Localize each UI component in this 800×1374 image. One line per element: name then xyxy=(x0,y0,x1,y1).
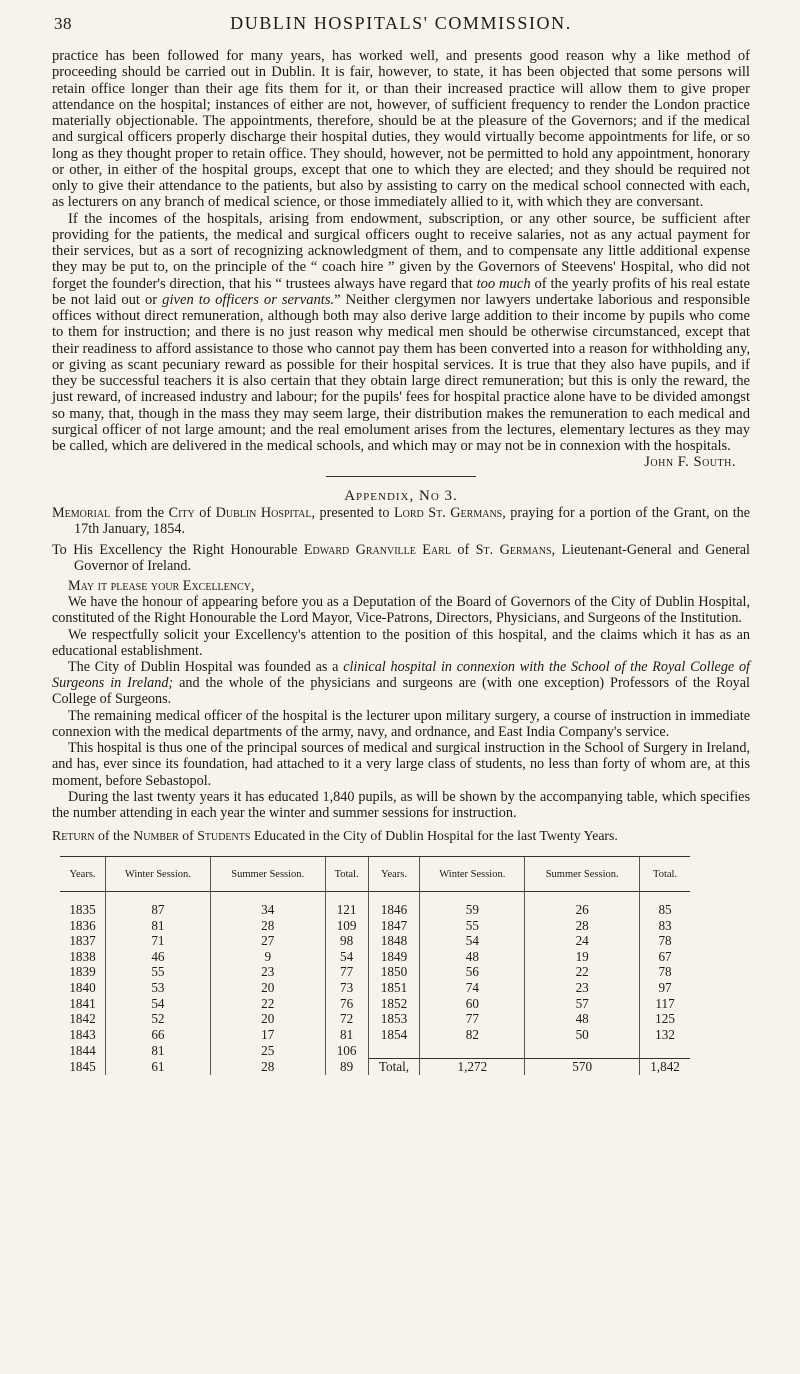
col-header: Summer Session. xyxy=(525,857,640,892)
table-cell: 1840 xyxy=(69,980,96,996)
table-cell: 27 xyxy=(210,933,325,949)
table-cell: 71 xyxy=(106,933,211,949)
table-cell: 25 xyxy=(210,1042,325,1058)
table-row xyxy=(60,980,690,996)
table-cell: 109 xyxy=(325,918,368,934)
body-text xyxy=(52,48,750,454)
table-cell: 56 xyxy=(420,964,525,980)
table-cell: 1847 xyxy=(368,918,420,934)
paragraph-2-text-a: If the incomes of the hospitals, arising from endowment, subscription, or any other source, be sufficient after providing for the patients, the medical and surgical officers ought to receive salaries, not as any actual payment for their services, but as a sort of recognizing acknowledgment of them, and to compensate any little additional expense they may be put to, on the principle of the “ coach hire ” given by the Governors of Steevens' Hospital, who did not forget the founder's direction, that his “ trustees always have regard that xyxy=(52,210,750,292)
table-cell: 1851 xyxy=(368,980,420,996)
memorial-lead: Memorial xyxy=(52,505,111,522)
table-cell: 50 xyxy=(525,1027,640,1043)
table-title xyxy=(52,828,750,844)
table-cell: 132 xyxy=(640,1027,690,1043)
memorial-text-4: , praying for a portion of the Grant, on the 17th January, 1854. xyxy=(74,505,751,538)
table-cell xyxy=(420,1042,525,1058)
table-row xyxy=(60,964,690,980)
table-cell: 1843 xyxy=(69,1026,96,1042)
table-title-c: Number xyxy=(133,828,179,844)
table-cell: 1845 xyxy=(69,1058,96,1074)
paragraph-2-text-c: ” Neither clergymen nor lawyers undertake laborious and responsible offices without direct remuneration, although both may also derive large addition to their income by pupils who come to them for instruction; and there is no just reason why medical men should be otherwise circumstanced, except that their readiness to afford assistance to those who cannot pay them has been converted into a reason for withholding any, or giving as scant pecuniary reward as possible for their hospital services. It is true that they also have pupils, and if they be successful teachers it is also certain that they obtain large direct remuneration; but this is only the reward, the just reward, of increased industry and labour; for the pupils' fees for hospital practice alone have to be divided amongst so many, that, though in the mass they may seem large, their distribution makes the remuneration to each medical and surgical officer of not large amount; and the real emolument arises from the lectures, elementary lectures as they may be called, which are delivered in the medical schools, and which may or may not be in connexion with the hospitals. xyxy=(52,291,750,454)
table-cell: 26 xyxy=(525,892,640,918)
section-paragraph-5: This hospital is thus one of the principal sources of medical and surgical instruction in the School of Surgery in Ireland, and has, ever since its foundation, had attached to it a very large class of students, no less than forty of whom are, at this moment, before Sebastopol. xyxy=(52,740,750,789)
table-cell: 54 xyxy=(420,933,525,949)
section-3-emphasis: clinical hospital in connexion with the School of the Royal College of Surgeons in Ireland; xyxy=(52,659,750,692)
table-row xyxy=(60,918,690,934)
appendix-body xyxy=(52,505,750,821)
section-paragraph-6: During the last twenty years it has educated 1,840 pupils, as will be shown by the accompanying table, which specifies the number attending in each year the winter and summer sessions for instruction. xyxy=(52,788,750,821)
table-cell: 89 xyxy=(325,1059,368,1075)
table-cell xyxy=(368,1042,420,1058)
table-cell: 98 xyxy=(325,933,368,949)
table-cell: 1842 xyxy=(69,1011,96,1027)
table-cell: 82 xyxy=(420,1027,525,1043)
memorial-title xyxy=(52,505,750,537)
table-cell: 19 xyxy=(525,949,640,965)
table-cell: 117 xyxy=(640,996,690,1012)
col-header: Total. xyxy=(640,857,690,892)
table-cell: 78 xyxy=(640,964,690,980)
table-cell: 66 xyxy=(106,1027,211,1043)
table-cell: 74 xyxy=(420,980,525,996)
table-title-a: Return xyxy=(52,828,95,844)
table-cell: 28 xyxy=(525,918,640,934)
table-cell: 1846 xyxy=(368,892,420,918)
table-cell: 570 xyxy=(525,1059,640,1075)
page-number: 38 xyxy=(54,14,72,33)
table-cell: 125 xyxy=(640,1011,690,1027)
table-cell: 46 xyxy=(106,949,211,965)
section-3-text-a: The City of Dublin Hospital was founded as a xyxy=(68,659,339,676)
table-cell: 1850 xyxy=(368,964,420,980)
address-name: Edward Granville Earl xyxy=(303,541,451,558)
table-cell: 67 xyxy=(640,949,690,965)
table-cell: 57 xyxy=(525,996,640,1012)
table-cell: 55 xyxy=(420,918,525,934)
table-cell: 1844 xyxy=(69,1042,96,1058)
table-cell: 28 xyxy=(210,1059,325,1075)
col-header: Years. xyxy=(368,857,420,892)
table-cell: 1839 xyxy=(69,964,96,980)
table-cell: 1,842 xyxy=(640,1059,690,1075)
table-cell: 76 xyxy=(325,996,368,1012)
table-cell: 72 xyxy=(325,1011,368,1027)
table-cell: 22 xyxy=(525,964,640,980)
table-cell: 23 xyxy=(525,980,640,996)
table-cell: 81 xyxy=(106,918,211,934)
table-title-f: Educated in the City of Dublin Hospital for the last Twenty Years. xyxy=(253,828,618,844)
table-row xyxy=(60,1059,690,1075)
salutation: May it please your Excellency, xyxy=(68,578,255,595)
signature: John F. South. xyxy=(644,454,736,471)
table-cell: 24 xyxy=(525,933,640,949)
table-cell: 1852 xyxy=(368,996,420,1012)
memorial-text: from the xyxy=(114,505,165,522)
table-cell: 1848 xyxy=(368,933,420,949)
section-paragraph-4: The remaining medical officer of the hospital is the lecturer upon military surgery, a course of instruction in immediate connexion with the medical departments of the army, navy, and ordnance, and East India Company's service. xyxy=(52,707,750,740)
memorial-city: City xyxy=(168,505,195,522)
table-row xyxy=(60,996,690,1012)
memorial-text-3: , presented to xyxy=(311,505,390,522)
table-cell: 83 xyxy=(640,918,690,934)
paragraph-2-text-b: of the yearly profits of his real estate be not laid out or xyxy=(52,275,750,308)
table-cell: 73 xyxy=(325,980,368,996)
table-cell: 1841 xyxy=(69,995,96,1011)
table-cell: 81 xyxy=(106,1042,211,1058)
table-cell: 1837 xyxy=(69,933,96,949)
col-header: Summer Session. xyxy=(210,857,325,892)
table-body xyxy=(60,892,690,1075)
table-cell: 23 xyxy=(210,964,325,980)
table-row xyxy=(60,892,690,918)
col-header: Winter Session. xyxy=(420,857,525,892)
col-header: Total. xyxy=(325,857,368,892)
table-title-b: of the xyxy=(98,828,130,844)
table-cell: 121 xyxy=(325,892,368,918)
table-header-row xyxy=(60,857,690,892)
table-cell: 60 xyxy=(420,996,525,1012)
address-text-b: of xyxy=(457,541,470,558)
section-paragraph-3 xyxy=(52,659,750,708)
memorial-dublin: Dublin Hospital xyxy=(215,505,312,522)
divider xyxy=(326,476,476,477)
section-paragraph-1: We have the honour of appearing before you as a Deputation of the Board of Governors of the City of Dublin Hospital, constituted of the Right Honourable the Lord Mayor, Vice-Patrons, Directors, Physicians, and Surgeons of the Institution. xyxy=(52,594,750,627)
table-cell: 97 xyxy=(640,980,690,996)
address-name-2: St. Germans xyxy=(475,541,552,558)
section-paragraph-2: We respectfully solicit your Excellency's attention to the position of this hospital, and the claims which it has as an educational establishment. xyxy=(52,626,750,659)
table-row xyxy=(60,1042,690,1058)
table-cell: 48 xyxy=(525,1011,640,1027)
page-header xyxy=(52,8,750,48)
table-cell: 34 xyxy=(210,892,325,918)
table-cell: 22 xyxy=(210,996,325,1012)
memorial-text-2: of xyxy=(199,505,212,522)
table-cell: 20 xyxy=(210,1011,325,1027)
table-row xyxy=(60,1011,690,1027)
table-cell: 48 xyxy=(420,949,525,965)
paragraph-2 xyxy=(52,211,750,455)
table-cell: 77 xyxy=(420,1011,525,1027)
table-cell: 1836 xyxy=(69,917,96,933)
memorial-lord: Lord St. Germans xyxy=(393,505,503,522)
table-cell: 81 xyxy=(325,1027,368,1043)
table-cell: 55 xyxy=(106,964,211,980)
paragraph-1: practice has been followed for many years, has worked well, and presents good reason why a like method of proceeding should be carried out in Dublin. It is fair, however, to state, it has been objected that some persons will retain office longer than their age fits them for it, or than their increased practice will allow them to give proper attendance on the hospital; instances of either are not, however, of sufficient frequency to render the London practice materially objectionable. The appointments, therefore, should be at the pleasure of the Governors; and if the medical and surgical officers properly discharge their hospital duties, they would virtually become appointments for life, or so long as they thought proper to retain office. They should, however, not be permitted to hold any appointment, honorary or other, in either of the hospital groups, except that one to which they are elected; and they should be required not only to give their attendance to the patients, but also by assisting to carry on the medical school connected with each, as lecturers on any branch of medical science, or those immediately allied to it, with which they are conversant. xyxy=(52,48,750,211)
table-cell: 1849 xyxy=(368,949,420,965)
address xyxy=(52,542,750,574)
table-title-d: of xyxy=(182,828,194,844)
address-text-c: , Lieutenant-General and General Governor of Ireland. xyxy=(74,541,750,574)
table-cell: 20 xyxy=(210,980,325,996)
table-cell: 61 xyxy=(106,1059,211,1075)
table-cell: 77 xyxy=(325,964,368,980)
section-3-text-b: and the whole of the physicians and surgeons are (with one exception) Professors of the Royal College of Surgeons. xyxy=(52,675,751,708)
table-cell: 1838 xyxy=(69,948,96,964)
students-table xyxy=(60,856,690,1075)
table-cell xyxy=(525,1042,640,1058)
table-cell: 87 xyxy=(106,892,211,918)
table-cell: 28 xyxy=(210,918,325,934)
address-text-a: To His Excellency the Right Honourable xyxy=(52,541,298,558)
table-cell: 1835 xyxy=(69,902,96,918)
col-header: Years. xyxy=(60,857,106,892)
col-header: Winter Session. xyxy=(106,857,211,892)
table-cell: 52 xyxy=(106,1011,211,1027)
table-cell: 1853 xyxy=(368,1011,420,1027)
table-cell: 1854 xyxy=(368,1027,420,1043)
appendix-heading: Appendix, No 3. xyxy=(344,488,458,505)
table-cell: 54 xyxy=(106,996,211,1012)
table-cell: 106 xyxy=(325,1042,368,1058)
emphasis-officers: given to officers or servants. xyxy=(162,291,335,308)
table-title-e: Students xyxy=(197,828,251,844)
emphasis-too-much: too much xyxy=(476,275,531,292)
table-row xyxy=(60,933,690,949)
table-cell: 17 xyxy=(210,1027,325,1043)
table-cell: 9 xyxy=(210,949,325,965)
table-row xyxy=(60,949,690,965)
table-row xyxy=(60,1027,690,1043)
table-cell: 1,272 xyxy=(420,1059,525,1075)
table-cell: 59 xyxy=(420,892,525,918)
table-cell: 53 xyxy=(106,980,211,996)
table-cell: 85 xyxy=(640,892,690,918)
table-cell xyxy=(640,1042,690,1058)
table-cell: 78 xyxy=(640,933,690,949)
table-cell: Total, xyxy=(368,1059,420,1075)
table-cell: 54 xyxy=(325,949,368,965)
running-title: DUBLIN HOSPITALS' COMMISSION. xyxy=(230,13,572,33)
